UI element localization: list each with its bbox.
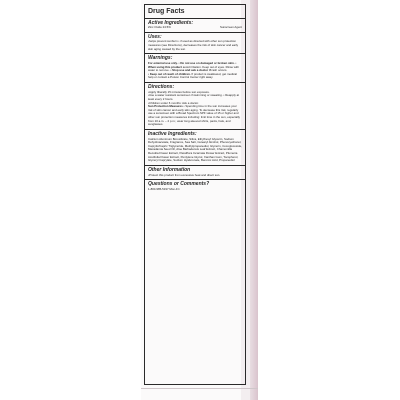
warnings-when-using-text: avoid irritation. Keep out of eyes. Rinse with water to remove. [148,64,239,73]
uses-item: • helps prevent sunburn • if used as directed with other sun protection measures (see Directions), decreases the risk of skin cancer and early skin aging caused by the sun [148,40,242,51]
sun-protection-measures [148,105,242,127]
warnings-damaged-text: Do not use on damaged or broken skin. [180,60,235,65]
directions-item: • Use a water resistant sunscreen if swimming or sweating. • Reapply at least every 2 hours. [148,94,242,101]
warnings-stop-use-text: rash occurs. [211,68,228,73]
warnings-keep-out-text: If product is swallowed, get medical help or contact a Poison Control Center right away. [148,71,237,80]
other-information-section [148,166,242,179]
warnings-keep-out [148,73,242,80]
warnings-keep-out-label: Keep out of reach of children. [149,71,191,76]
warnings-external-text: For external use only. [148,60,178,65]
sun-protection-bullet: • [183,104,186,109]
active-ingredient-row [148,26,242,30]
warnings-bullet: • [148,71,150,76]
drug-facts-panel [144,4,246,385]
drug-facts-title: Drug Facts [148,8,185,15]
warnings-heading: Warnings: [148,55,173,62]
directions-section [148,83,242,129]
directions-item: • Children under 6 months: Ask a doctor. [148,102,242,106]
directions-heading: Directions: [148,84,175,91]
directions-item: • Apply liberally 15 minutes before sun exposure. [148,91,242,95]
questions-section [148,180,242,193]
carton-fold-line [141,388,258,389]
warnings-stop-use-label: Stop use and ask a doctor if [172,68,211,73]
active-ingredients-heading: Active Ingredients: [148,20,194,26]
active-ingredient-name: Zinc Oxide 24.5% [148,25,171,30]
warnings-section [148,54,242,82]
active-ingredient-purpose: Sunscreen Agent [219,25,242,30]
active-ingredients-section [148,19,242,32]
uses-heading: Uses: [148,34,162,41]
other-information-item: • Protect this product from excessive heat and direct sun. [148,174,242,178]
inactive-ingredients-section [148,130,242,165]
warnings-bullet: • [170,68,173,73]
sun-protection-text: Spending time in the sun increases your risk of skin cancer and early skin aging. To decrease this risk, regularly use a sunscreen with a Broad Spectrum SPF value of 15 or higher and other sun protection measures including: limit time in the sun, especially from 10 a.m. – 2 p.m.; wear long-sleeved shirts, pants, hats, and sunglasses. [148,104,240,127]
questions-phone: 1-800-985-5197 Mon-Fri [148,186,180,191]
warnings-bullet: • [178,60,181,65]
sun-protection-label: Sun Protection Measures [148,104,183,109]
uses-section [148,33,242,53]
other-information-heading: Other Information [148,167,191,174]
warnings-when-using-label: When using this product [148,64,182,69]
warnings-bullet: • [235,60,237,65]
inactive-ingredients-heading: Inactive Ingredients: [148,131,197,138]
carton-pink-edge [250,0,258,400]
inactive-ingredients-text: Calcium Aluminum Borosilicate, Silica, Ethylhexyl Glycerin, Sodium Dehydroacetate, Fragrance, Sea Salt, Cetearyl Alcohol, Phenoxyethanol, Caprylic/Capric Triglyceride, Methylpropanediol, Glycerin, Cocoglucoside, Macadamia Seed Oil, Aloe Barbadensis Leaf Extract, Chamomilla Recutita Flower Extract, Passiflora Incarnata Flower Extract, Plumeria Acutifolia Flower Extract, Pentylene Glycol, Xanthan Gum, Tocopherol, Glyceryl Caprylate, Sodium Hyaluronate, Benzoic Acid, Propanediol [148,136,242,163]
questions-heading: Questions or Comments? [148,181,210,188]
